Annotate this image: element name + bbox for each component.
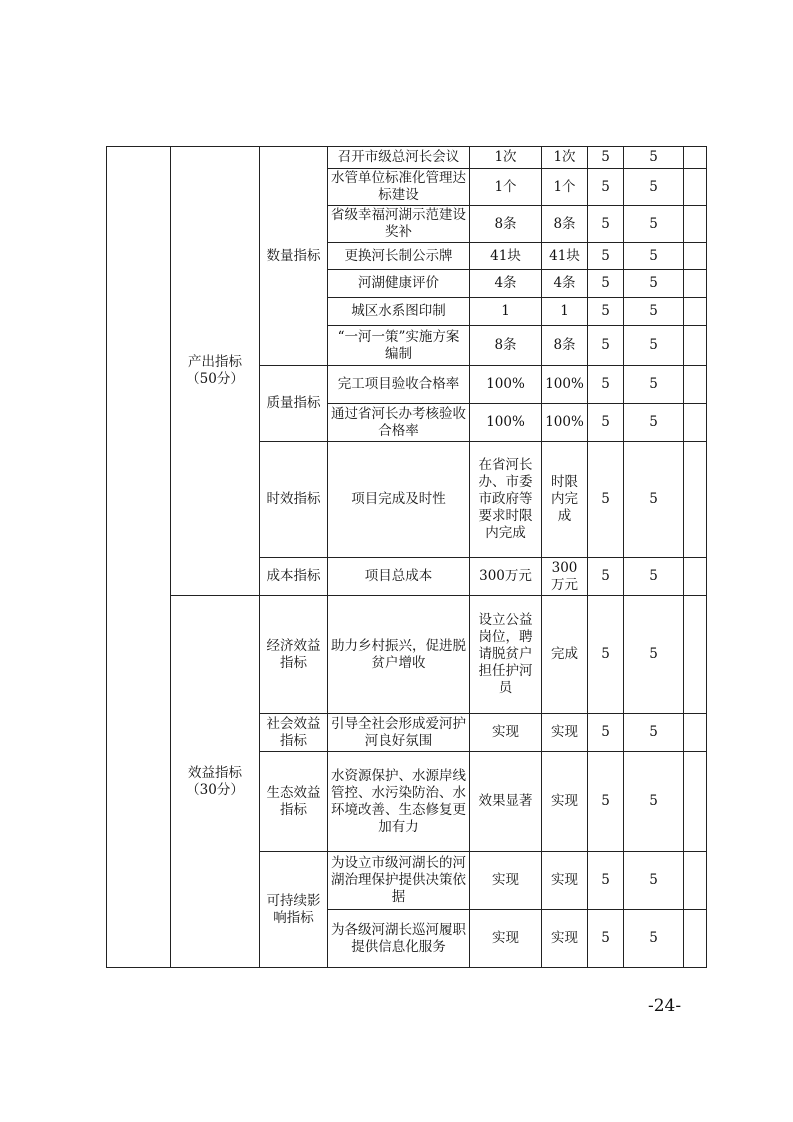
weight-cell: 5 [588,206,624,243]
actual-value-cell: 实现 [542,752,588,852]
third-level-indicator-cell: 成本指标 [260,558,328,596]
weight-cell: 5 [588,852,624,910]
weight-cell: 5 [588,752,624,852]
actual-value-cell: 1个 [542,169,588,206]
score-cell: 5 [624,714,684,752]
third-level-indicator-cell: 社会效益指标 [260,714,328,752]
target-value-cell: 实现 [470,910,542,968]
blank-cell [684,714,707,752]
weight-cell: 5 [588,326,624,366]
score-cell: 5 [624,206,684,243]
indicator-content-cell: 为设立市级河湖长的河湖治理保护提供决策依据 [328,852,470,910]
actual-value-cell: 8条 [542,326,588,366]
score-cell: 5 [624,910,684,968]
indicator-content-cell: “一河一策”实施方案编制 [328,326,470,366]
blank-cell [684,910,707,968]
target-value-cell: 8条 [470,206,542,243]
target-value-cell: 100% [470,404,542,442]
blank-cell [684,243,707,270]
weight-cell: 5 [588,442,624,558]
score-cell: 5 [624,270,684,298]
actual-value-cell: 300万元 [542,558,588,596]
target-value-cell: 实现 [470,714,542,752]
actual-value-cell: 4条 [542,270,588,298]
blank-cell [684,206,707,243]
score-cell: 5 [624,752,684,852]
score-cell: 5 [624,852,684,910]
target-value-cell: 在省河长办、市委市政府等要求时限内完成 [470,442,542,558]
performance-table [106,146,707,968]
actual-value-cell: 41块 [542,243,588,270]
blank-cell [684,558,707,596]
indicator-content-cell: 水管单位标准化管理达标建设 [328,169,470,206]
indicator-content-cell: 助力乡村振兴，促进脱贫户增收 [328,596,470,714]
indicator-content-cell: 省级幸福河湖示范建设奖补 [328,206,470,243]
target-value-cell: 300万元 [470,558,542,596]
actual-value-cell: 实现 [542,852,588,910]
blank-cell [684,169,707,206]
target-value-cell: 8条 [470,326,542,366]
indicator-content-cell: 引导全社会形成爱河护河良好氛围 [328,714,470,752]
table-row [107,596,707,714]
actual-value-cell: 时限内完成 [542,442,588,558]
score-cell: 5 [624,243,684,270]
blank-cell [684,270,707,298]
indicator-content-cell: 更换河长制公示牌 [328,243,470,270]
indicator-content-cell: 河湖健康评价 [328,270,470,298]
weight-cell: 5 [588,243,624,270]
blank-cell [684,852,707,910]
blank-cell [684,326,707,366]
weight-cell: 5 [588,169,624,206]
target-value-cell: 效果显著 [470,752,542,852]
actual-value-cell: 1次 [542,147,588,169]
target-value-cell: 100% [470,366,542,404]
actual-value-cell: 完成 [542,596,588,714]
score-cell: 5 [624,442,684,558]
second-level-output-cell: 产出指标（50分） [171,147,260,596]
blank-cell [684,404,707,442]
score-cell: 5 [624,366,684,404]
blank-cell [684,596,707,714]
weight-cell: 5 [588,404,624,442]
third-level-indicator-cell: 时效指标 [260,442,328,558]
weight-cell: 5 [588,910,624,968]
score-cell: 5 [624,596,684,714]
actual-value-cell: 100% [542,404,588,442]
actual-value-cell: 100% [542,366,588,404]
blank-cell [684,298,707,326]
target-value-cell: 4条 [470,270,542,298]
target-value-cell: 1次 [470,147,542,169]
weight-cell: 5 [588,270,624,298]
indicator-content-cell: 水资源保护、水源岸线管控、水污染防治、水环境改善、生态修复更加有力 [328,752,470,852]
indicator-content-cell: 城区水系图印制 [328,298,470,326]
weight-cell: 5 [588,366,624,404]
score-cell: 5 [624,404,684,442]
indicator-content-cell: 项目完成及时性 [328,442,470,558]
indicator-content-cell: 为各级河湖长巡河履职提供信息化服务 [328,910,470,968]
weight-cell: 5 [588,714,624,752]
blank-cell [684,366,707,404]
target-value-cell: 1 [470,298,542,326]
actual-value-cell: 实现 [542,714,588,752]
third-level-indicator-cell: 可持续影响指标 [260,852,328,968]
second-level-benefit-cell: 效益指标（30分） [171,596,260,968]
score-cell: 5 [624,558,684,596]
actual-value-cell: 实现 [542,910,588,968]
third-level-indicator-cell: 数量指标 [260,147,328,366]
weight-cell: 5 [588,298,624,326]
first-level-indicator-cell [107,147,171,968]
target-value-cell: 实现 [470,852,542,910]
actual-value-cell: 1 [542,298,588,326]
target-value-cell: 1个 [470,169,542,206]
indicator-content-cell: 召开市级总河长会议 [328,147,470,169]
page-number: -24- [648,996,682,1016]
third-level-indicator-cell: 质量指标 [260,366,328,442]
third-level-indicator-cell: 生态效益指标 [260,752,328,852]
score-cell: 5 [624,147,684,169]
indicator-content-cell: 完工项目验收合格率 [328,366,470,404]
blank-cell [684,442,707,558]
third-level-indicator-cell: 经济效益指标 [260,596,328,714]
target-value-cell: 设立公益岗位，聘请脱贫户担任护河员 [470,596,542,714]
target-value-cell: 41块 [470,243,542,270]
score-cell: 5 [624,326,684,366]
blank-cell [684,752,707,852]
weight-cell: 5 [588,147,624,169]
weight-cell: 5 [588,558,624,596]
score-cell: 5 [624,169,684,206]
blank-cell [684,147,707,169]
indicator-content-cell: 项目总成本 [328,558,470,596]
weight-cell: 5 [588,596,624,714]
table-row [107,147,707,169]
actual-value-cell: 8条 [542,206,588,243]
indicator-content-cell: 通过省河长办考核验收合格率 [328,404,470,442]
score-cell: 5 [624,298,684,326]
